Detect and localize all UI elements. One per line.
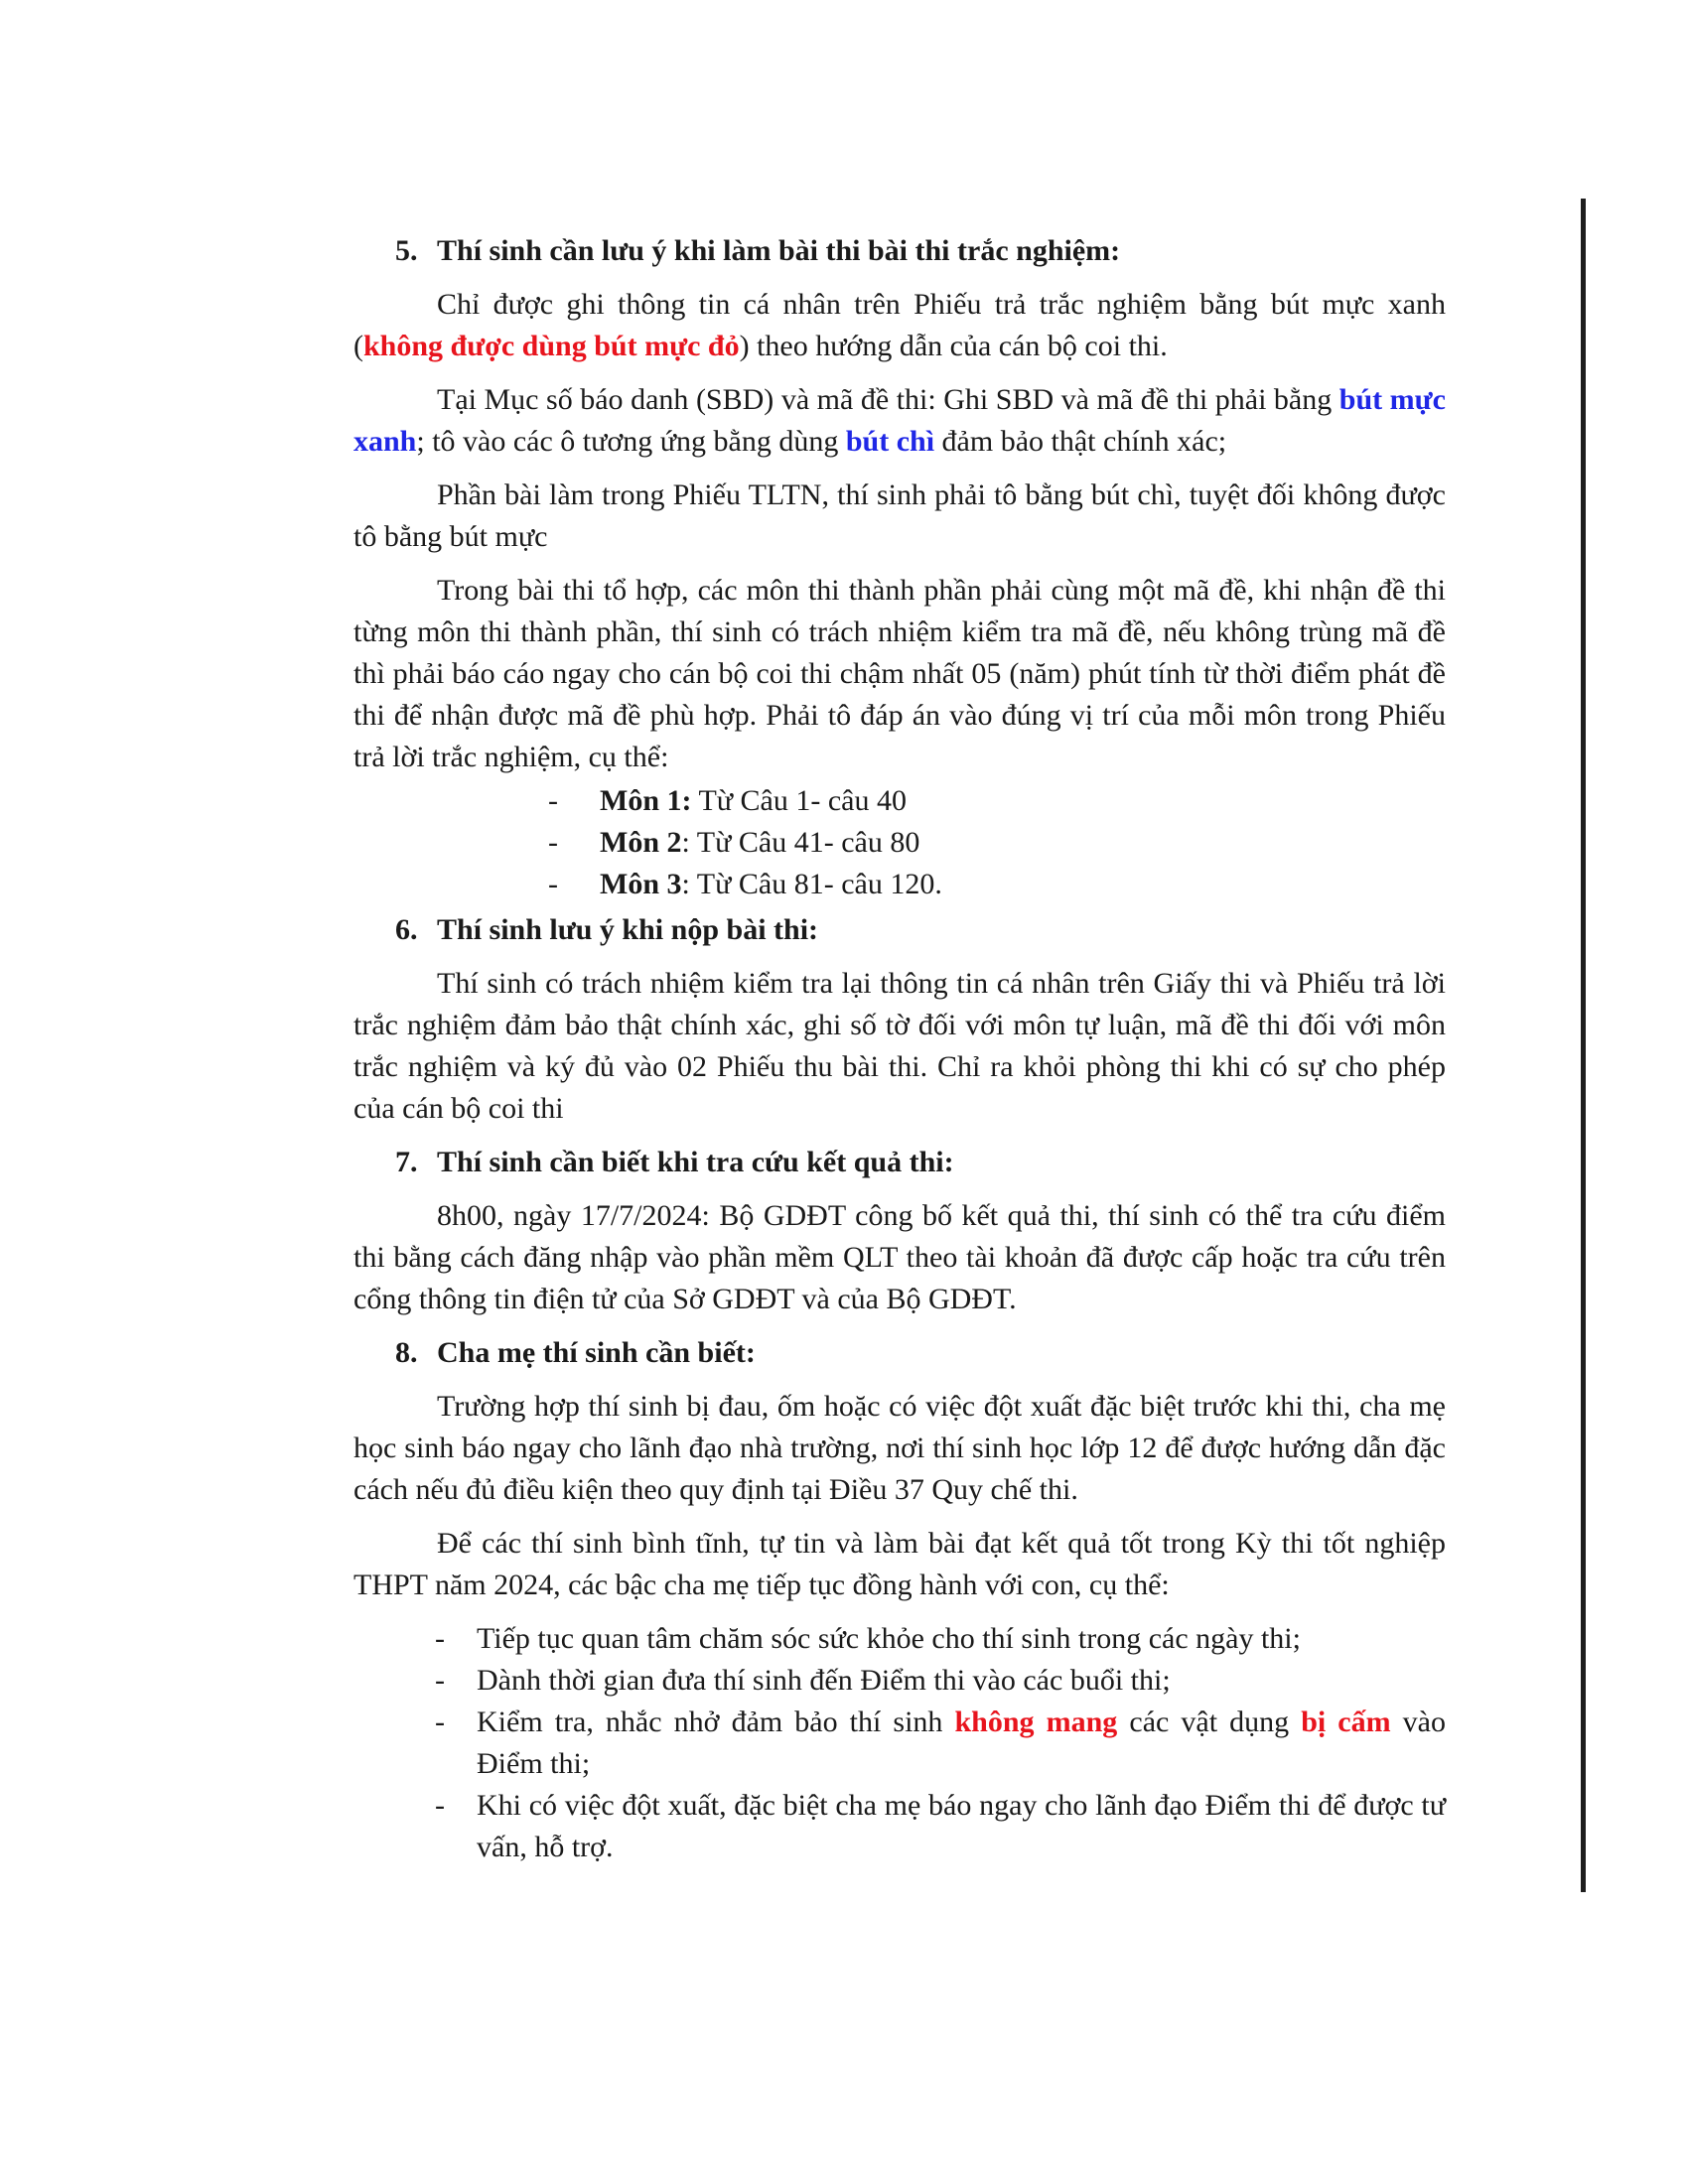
section-number: 6.: [395, 913, 418, 946]
dash-bullet: -: [435, 1706, 445, 1738]
paragraph: [353, 379, 1446, 463]
paragraph: Trường hợp thí sinh bị đau, ốm hoặc có việc đột xuất đặc biệt trước khi thi, cha mẹ học sinh báo ngay cho lãnh đạo nhà trường, nơi thí sinh học lớp 12 để được hướng dẫn đặc cách nếu đủ điều kiện theo quy định tại Điều 37 Quy chế thi.: [353, 1390, 1446, 1506]
list-item: [353, 1660, 1446, 1702]
subject-list: [353, 780, 1446, 905]
section-number: 5.: [395, 234, 418, 267]
paragraph: Phần bài làm trong Phiếu TLTN, thí sinh phải tô bằng bút chì, tuyệt đối không được tô bằng bút mực: [353, 478, 1446, 553]
item-text: Khi có việc đột xuất, đặc biệt cha mẹ báo ngay cho lãnh đạo Điểm thi để được tư vấn, hỗ trợ.: [477, 1789, 1446, 1863]
section-title: Thí sinh cần lưu ý khi làm bài thi bài thi trắc nghiệm:: [437, 234, 1121, 267]
section-5-heading: [353, 230, 1446, 272]
text-run: ) theo hướng dẫn của cán bộ coi thi.: [739, 330, 1168, 362]
text-run: Chỉ được ghi thông tin cá nhân trên Phiếu trả trắc nghiệm bằng bút mực xanh (: [353, 288, 1446, 362]
text-run: Kiểm tra, nhắc nhở đảm bảo thí sinh: [477, 1706, 955, 1738]
dash-bullet: -: [548, 826, 558, 859]
paragraph: Trong bài thi tổ hợp, các môn thi thành phần phải cùng một mã đề, khi nhận đề thi từng môn thi thành phần, thí sinh có trách nhiệm kiểm tra mã đề, nếu không trùng mã đề thì phải báo cáo ngay cho cán bộ coi thi chậm nhất 05 (năm) phút tính từ thời điểm phát đề thi để nhận được mã đề phù hợp. Phải tô đáp án vào đúng vị trí của mỗi môn trong Phiếu trả lời trắc nghiệm, cụ thể:: [353, 574, 1446, 773]
paragraph: [353, 284, 1446, 367]
paragraph: Để các thí sinh bình tĩnh, tự tin và làm bài đạt kết quả tốt trong Kỳ thi tốt nghiệp THPT năm 2024, các bậc cha mẹ tiếp tục đồng hành với con, cụ thể:: [353, 1527, 1446, 1601]
section-number: 7.: [395, 1146, 418, 1178]
highlight-red: không mang: [954, 1706, 1118, 1738]
item-label: Môn 3: [600, 868, 682, 900]
document-body: [353, 230, 1446, 1868]
text-run: vào Điểm thi;: [477, 1706, 1446, 1780]
text-run: các vật dụng: [1117, 1706, 1302, 1738]
text-run: Tại Mục số báo danh (SBD) và mã đề thi: Ghi SBD và mã đề thi phải bằng: [437, 383, 1339, 416]
dash-bullet: -: [548, 784, 558, 817]
item-text: Dành thời gian đưa thí sinh đến Điểm thi vào các buổi thi;: [477, 1664, 1171, 1697]
paragraph: Thí sinh có trách nhiệm kiểm tra lại thông tin cá nhân trên Giấy thi và Phiếu trả lời trắc nghiệm đảm bảo thật chính xác, ghi số tờ đối với môn tự luận, mã đề thi đối với môn trắc nghiệm và ký đủ vào 02 Phiếu thu bài thi. Chỉ ra khỏi phòng thi khi có sự cho phép của cán bộ coi thi: [353, 967, 1446, 1125]
item-text: : Từ Câu 81- câu 120.: [681, 868, 942, 900]
highlight-red: không được dùng bút mực đỏ: [363, 330, 740, 362]
paragraph: 8h00, ngày 17/7/2024: Bộ GDĐT công bố kết quả thi, thí sinh có thể tra cứu điểm thi bằng cách đăng nhập vào phần mềm QLT theo tài khoản đã được cấp hoặc tra cứu trên cổng thông tin điện tử của Sở GDĐT và của Bộ GDĐT.: [353, 1199, 1446, 1315]
item-label: Môn 1:: [600, 784, 692, 817]
highlight-red: bị cấm: [1301, 1706, 1391, 1738]
list-item: [353, 1618, 1446, 1660]
parent-advice-list: [353, 1618, 1446, 1868]
dash-bullet: -: [435, 1789, 445, 1822]
item-text: Tiếp tục quan tâm chăm sóc sức khỏe cho thí sinh trong các ngày thi;: [477, 1622, 1301, 1655]
section-7-heading: [353, 1142, 1446, 1183]
list-item: [353, 1702, 1446, 1785]
highlight-blue: bút chì: [845, 425, 935, 458]
section-title: Thí sinh lưu ý khi nộp bài thi:: [437, 913, 819, 946]
list-item: [353, 1785, 1446, 1868]
item-text: Từ Câu 1- câu 40: [691, 784, 907, 817]
section-8-heading: [353, 1332, 1446, 1374]
text-run: ; tô vào các ô tương ứng bằng dùng: [416, 425, 846, 458]
item-label: Môn 2: [600, 826, 682, 859]
section-title: Cha mẹ thí sinh cần biết:: [437, 1336, 756, 1369]
highlight-blue: bút mực xanh: [353, 383, 1446, 458]
list-item: [353, 822, 1446, 864]
dash-bullet: -: [435, 1622, 445, 1655]
section-6-heading: [353, 909, 1446, 951]
page-margin-rule: [1581, 199, 1586, 1892]
section-number: 8.: [395, 1336, 418, 1369]
dash-bullet: -: [435, 1664, 445, 1697]
list-item: [353, 780, 1446, 822]
dash-bullet: -: [548, 868, 558, 900]
section-title: Thí sinh cần biết khi tra cứu kết quả thi:: [437, 1146, 954, 1178]
item-text: : Từ Câu 41- câu 80: [681, 826, 920, 859]
text-run: đảm bảo thật chính xác;: [934, 425, 1227, 458]
list-item: [353, 864, 1446, 905]
